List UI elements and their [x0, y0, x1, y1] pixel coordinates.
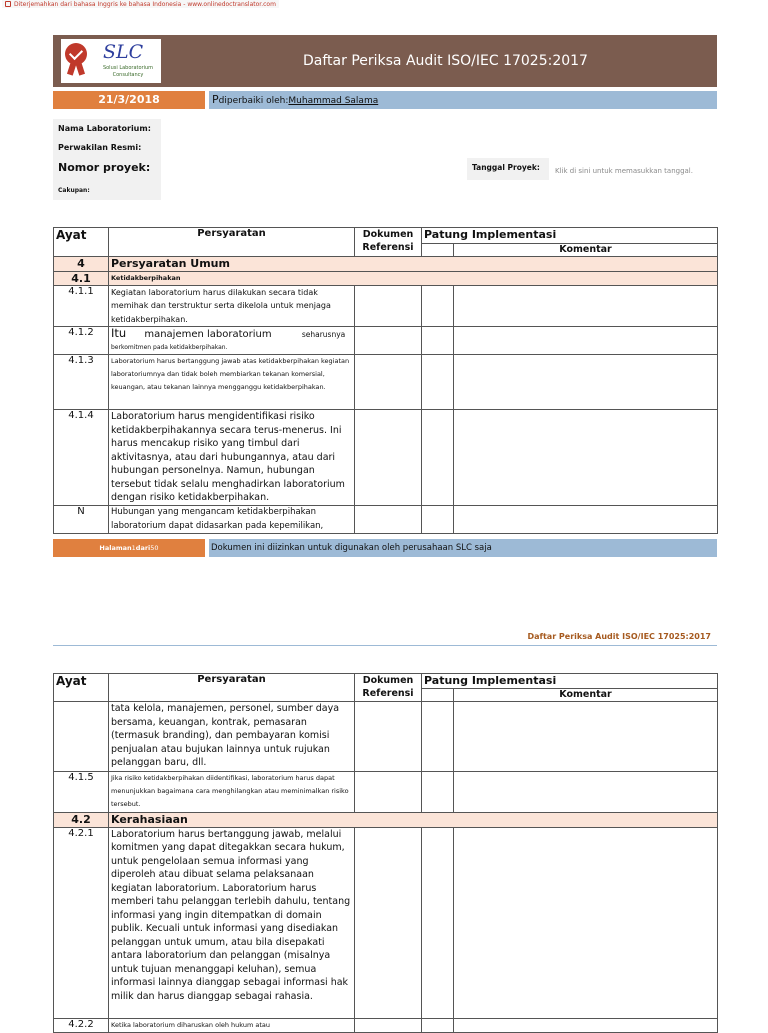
status-cell[interactable] — [422, 772, 454, 813]
project-date-label: Tanggal Proyek: — [472, 163, 540, 172]
comment-cell[interactable] — [454, 827, 718, 1018]
subsection-title: Kerahasiaan — [109, 813, 718, 828]
comment-cell[interactable] — [454, 327, 718, 355]
header-requirements: Persyaratan — [109, 674, 355, 702]
header-ayat: Ayat — [54, 674, 109, 702]
table-row — [54, 1018, 718, 1032]
requirement-text: Laboratorium harus bertanggung jawab, melalui komitmen yang dapat ditegakkan secara hukum, untuk pengelolaan semua informasi yang diperoleh atau dibuat selama pelaksanaan kegiatan laboratorium. Laboratorium harus memberi tahu pelanggan terlebih dahulu, tentang informasi yang ingin ditempatkan di domain publik. Kecuali untuk informasi yang disediakan pelanggan untuk umum, atau bila disepakati antara laboratorium dan pelanggan (misalnya untuk tujuan menanggapi keluhan), semua informasi lainnya dianggap sebagai informasi hak milik dan harus dianggap sebagai rahasia. — [109, 827, 355, 1018]
header-status-cell — [422, 244, 454, 257]
page-number — [53, 539, 205, 557]
page-label: Halaman — [99, 544, 132, 552]
translation-notice-text: Diterjemahkan dari bahasa Inggris ke bahasa Indonesia - www.onlinedoctranslator.com — [14, 0, 276, 8]
section-title: Persyaratan Umum — [109, 257, 718, 272]
status-cell[interactable] — [422, 355, 454, 410]
table-row — [54, 506, 718, 534]
reference-cell[interactable] — [355, 1018, 422, 1032]
reference-cell[interactable] — [355, 702, 422, 772]
header-requirements: Persyaratan — [109, 228, 355, 257]
header-ref-line1: Dokumen — [362, 675, 414, 686]
comment-cell[interactable] — [454, 772, 718, 813]
req-word: manajemen laboratorium — [144, 329, 272, 340]
requirement-text: tata kelola, manajemen, personel, sumber daya bersama, keuangan, kontrak, pemasaran (termasuk branding), dan pembayaran komisi penjualan atau bujukan lainnya untuk rujukan pelanggan baru, dll. — [109, 702, 355, 772]
req-word: berkomitmen pada ketidakberpihakan. — [111, 344, 228, 351]
subsection-title: Ketidakberpihakan — [109, 271, 718, 285]
header-ref-line2: Referensi — [362, 688, 414, 699]
clause-number: 4.2 — [54, 813, 109, 828]
page-total: 50 — [150, 544, 159, 552]
header-reference-doc — [355, 228, 422, 257]
clause-number: N — [54, 506, 109, 534]
clause-number: 4.2.1 — [54, 827, 109, 1018]
document-icon — [5, 1, 11, 7]
reference-cell[interactable] — [355, 285, 422, 327]
status-cell[interactable] — [422, 506, 454, 534]
reference-cell[interactable] — [355, 506, 422, 534]
reference-cell[interactable] — [355, 327, 422, 355]
status-cell[interactable] — [422, 285, 454, 327]
requirement-text: Hubungan yang mengancam ketidakberpihakan laboratorium dapat didasarkan pada kepemilikan, — [109, 506, 355, 534]
header-ayat: Ayat — [54, 228, 109, 257]
revision-label: diperbaiki oleh: — [218, 96, 289, 106]
status-cell[interactable] — [422, 702, 454, 772]
checklist-table-page2 — [53, 673, 718, 1033]
comment-cell[interactable] — [454, 355, 718, 410]
comment-cell[interactable] — [454, 410, 718, 506]
comment-cell[interactable] — [454, 506, 718, 534]
header-comment: Komentar — [454, 244, 718, 257]
clause-number: 4.1.3 — [54, 355, 109, 410]
revision-author[interactable]: Muhammad Salama — [288, 96, 379, 106]
table-row — [54, 827, 718, 1018]
table-row — [54, 410, 718, 506]
table-row — [54, 327, 718, 355]
checklist-table-page1 — [53, 227, 718, 534]
status-cell[interactable] — [422, 827, 454, 1018]
logo-subtitle: Solusi Laboratorium Consultancy — [102, 65, 154, 78]
requirement-text: Laboratorium harus bertanggung jawab atas ketidakberpihakan kegiatan laboratoriumnya dan tidak boleh membiarkan tekanan komersial, keuangan, atau tekanan lainnya mengganggu ketidakberpihakan. — [109, 355, 355, 410]
clause-number: 4 — [54, 257, 109, 272]
requirement-text — [109, 327, 355, 355]
page-current: 1 — [131, 544, 136, 552]
reference-cell[interactable] — [355, 827, 422, 1018]
slc-logo — [61, 39, 161, 83]
translation-notice[interactable] — [2, 0, 279, 8]
project-number-label: Nomor proyek: — [58, 161, 151, 174]
comment-cell[interactable] — [454, 702, 718, 772]
comment-cell[interactable] — [454, 1018, 718, 1032]
license-notice: Dokumen ini diizinkan untuk digunakan oleh perusahaan SLC saja — [209, 539, 717, 557]
requirement-text: Kegiatan laboratorium harus dilakukan secara tidak memihak dan terstruktur serta dikelola untuk menjaga ketidakberpihakan. — [109, 285, 355, 327]
clause-number: 4.2.2 — [54, 1018, 109, 1032]
lab-name-label: Nama Laboratorium: — [58, 124, 151, 133]
reference-cell[interactable] — [355, 772, 422, 813]
header-ref-line1: Dokumen — [362, 229, 414, 240]
document-header — [53, 35, 717, 87]
clause-number: 4.1.5 — [54, 772, 109, 813]
subsection-row — [54, 271, 718, 285]
header-status-cell — [422, 689, 454, 702]
req-word: seharusnya — [301, 330, 346, 339]
page-of: dari — [135, 544, 151, 552]
header-comment: Komentar — [454, 689, 718, 702]
reference-cell[interactable] — [355, 410, 422, 506]
document-title: Daftar Periksa Audit ISO/IEC 17025:2017 — [303, 53, 588, 69]
clause-number-empty — [54, 702, 109, 772]
header-implementation: Patung Implementasi — [422, 228, 718, 244]
section-row — [54, 257, 718, 272]
scope-label: Cakupan: — [58, 187, 90, 194]
table-row — [54, 355, 718, 410]
req-word: Itu — [111, 326, 127, 340]
requirement-text: Ketika laboratorium diharuskan oleh hukum atau — [109, 1018, 355, 1032]
header-ref-line2: Referensi — [362, 242, 414, 253]
header-implementation: Patung Implementasi — [422, 674, 718, 689]
page2-header-rule — [53, 645, 717, 646]
table-row — [54, 285, 718, 327]
logo-brand: SLC — [103, 41, 144, 63]
header-reference-doc — [355, 674, 422, 702]
date-picker-placeholder[interactable]: Klik di sini untuk memasukkan tanggal. — [555, 167, 693, 175]
clause-number: 4.1.1 — [54, 285, 109, 327]
revision-prefix: P — [212, 93, 219, 106]
reference-cell[interactable] — [355, 355, 422, 410]
comment-cell[interactable] — [454, 285, 718, 327]
clause-number: 4.1.2 — [54, 327, 109, 355]
status-cell[interactable] — [422, 327, 454, 355]
subsection-row — [54, 813, 718, 828]
requirement-text: Laboratorium harus mengidentifikasi risiko ketidakberpihakannya secara terus-menerus. Ini harus mencakup risiko yang timbul dari aktivitasnya, atau dari hubungannya, atau dari hubungan personelnya. Namun, hubungan tersebut tidak selalu menghadirkan laboratorium dengan risiko ketidakberpihakan. — [109, 410, 355, 506]
status-cell[interactable] — [422, 1018, 454, 1032]
date-field[interactable]: 21/3/2018 — [53, 91, 205, 109]
table-row — [54, 772, 718, 813]
clause-number: 4.1.4 — [54, 410, 109, 506]
revision-bar[interactable] — [209, 91, 717, 109]
clause-number: 4.1 — [54, 271, 109, 285]
page2-running-header: Daftar Periksa Audit ISO/IEC 17025:2017 — [527, 632, 711, 641]
requirement-text: Jika risiko ketidakberpihakan diidentifikasi, laboratorium harus dapat menunjukkan bagaimana cara menghilangkan atau meminimalkan risiko tersebut. — [109, 772, 355, 813]
official-rep-label: Perwakilan Resmi: — [58, 143, 142, 152]
status-cell[interactable] — [422, 410, 454, 506]
table-row — [54, 702, 718, 772]
